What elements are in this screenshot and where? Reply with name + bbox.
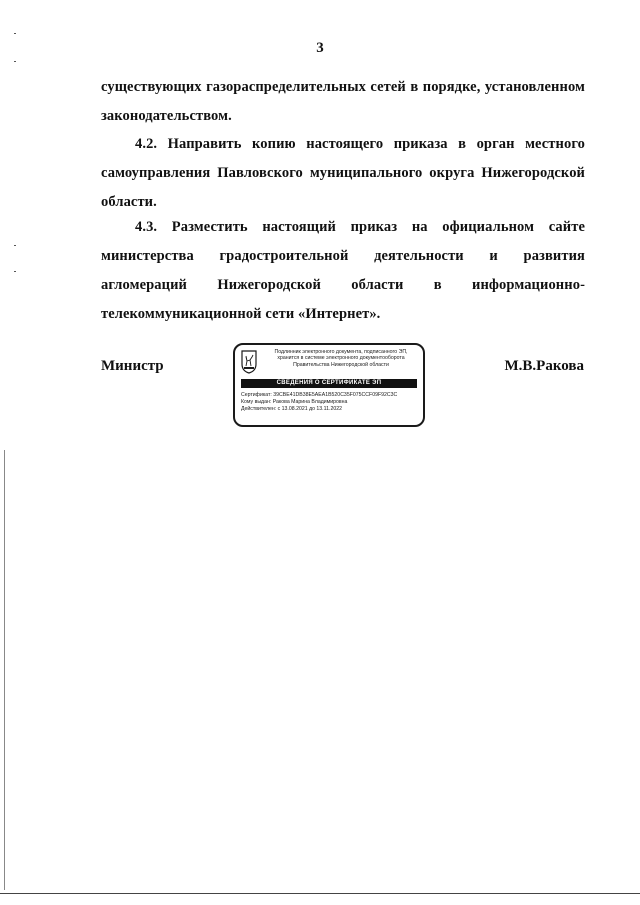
stamp-details <box>241 392 421 412</box>
deer-emblem-icon <box>241 350 257 374</box>
paragraph-4-3: 4.3. Разместить настоящий приказ на официальном сайте министерства градостроительной деятельности и развития агломераций Нижегородской области в информационно-телекоммуникационной сети «Интернет». <box>101 219 585 322</box>
stamp-header-bar: СВЕДЕНИЯ О СЕРТИФИКАТЕ ЭП <box>241 379 417 388</box>
issued-to-label: Кому выдан: <box>241 398 272 405</box>
certificate-label: Сертификат: <box>241 392 272 398</box>
scan-bottom-line <box>0 893 640 894</box>
certificate-row <box>241 392 421 399</box>
issued-to-value: Ракова Марина Владимировна <box>272 398 348 405</box>
scan-speck <box>14 33 16 34</box>
validity-value: с 13.08.2021 до 13.11.2022 <box>277 405 342 412</box>
stamp-notice-line: хранится в системе электронного документооборота <box>277 355 405 362</box>
paragraph-continuation: существующих газораспределительных сетей в порядке, установленном законодательством. <box>101 79 585 124</box>
scan-speck <box>14 245 16 246</box>
paragraph-4-2: 4.2. Направить копию настоящего приказа в орган местного самоуправления Павловского муниципального округа Нижегородской области. <box>101 136 585 210</box>
electronic-signature-stamp <box>233 343 425 427</box>
stamp-notice-line: Правительства Нижегородской области <box>293 361 389 368</box>
scan-speck <box>14 271 16 272</box>
signatory-position: Министр <box>101 358 164 374</box>
stamp-notice-line: Подлинник электронного документа, подписанного ЭП, <box>274 349 408 355</box>
scan-edge-line <box>4 450 5 890</box>
issued-to-row <box>241 399 421 406</box>
stamp-notice <box>259 349 423 368</box>
certificate-value: 39CBE41DB38E5AEA1B520C35F075CCF09F92C3C <box>273 392 398 398</box>
validity-label: Действителен: <box>241 405 277 412</box>
signatory-name: М.В.Ракова <box>504 358 584 374</box>
validity-row <box>241 406 421 413</box>
page-number: 3 <box>316 40 324 56</box>
scan-speck <box>14 61 16 62</box>
